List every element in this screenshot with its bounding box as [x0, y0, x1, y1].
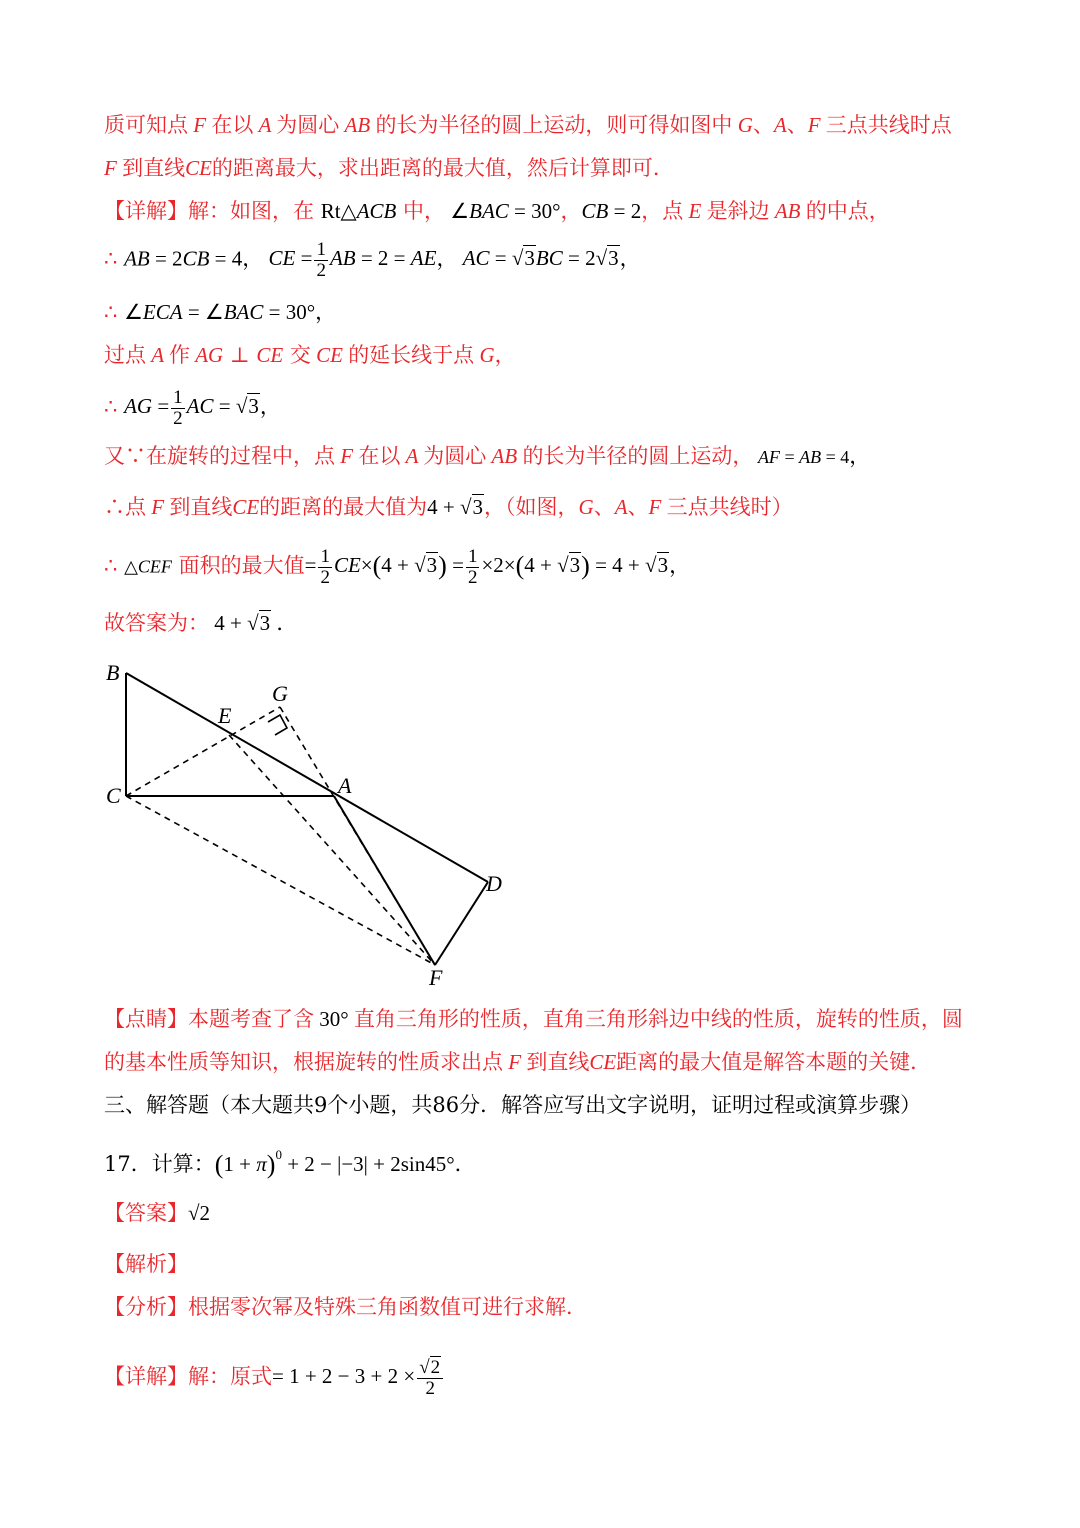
comment-line-1: 【点睛】本题考查了含 30° 直角三角形的性质，直角三角形斜边中线的性质，旋转的性质，圆	[104, 1007, 963, 1031]
label-F: F	[429, 965, 443, 990]
answer-line	[104, 1198, 210, 1228]
analysis-tag: 【解析】	[104, 1252, 188, 1276]
detail-step-5: 又∵在旋转的过程中，点 F 在以 A 为圆心 AB 的长为半径的圆上运动， AF = AB = 4，	[104, 444, 871, 468]
detail-step-7: ∴ △CEF 面积的最大值= $\frac{1}{2}$ CE×(4 + √3) = $\frac{1}{2}$ ×2×(4 + √3) = 4 + √3，	[104, 546, 691, 588]
segment-CG-dashed	[126, 707, 280, 796]
label-A: A	[338, 773, 352, 798]
segment-BD	[126, 673, 488, 882]
q17-detail-tag: 【详解】	[104, 1364, 188, 1389]
comment-tag: 【点睛】	[104, 1007, 188, 1031]
geometry-figure	[104, 655, 524, 995]
detail-step-4: ∴ AG = $\frac{1}{2}$ AC = √3，	[104, 387, 281, 429]
segment-DF	[435, 882, 488, 965]
answer-tag: 【答案】	[104, 1201, 188, 1225]
detail-tag: 【详解】	[104, 199, 188, 223]
fenxi-text: 根据零次幂及特殊三角函数值可进行求解．	[188, 1295, 587, 1319]
segment-EF-dashed	[229, 735, 435, 965]
detail-head-line: 【详解】解：如图，在 Rt△ACB 中， ∠BAC = 30°，CB = 2，点 E 是斜边 AB 的中点，	[104, 199, 890, 223]
detail-step-3: 过点 A 作 AG ⊥ CE 交 CE 的延长线于点 G，	[104, 343, 516, 367]
segment-CF-dashed	[126, 796, 435, 965]
fenxi-line	[104, 1292, 587, 1322]
detail-step-6: ∴点 F 到直线CE的距离的最大值为4 + √3，（如图，G、A、F 三点共线时）	[104, 495, 793, 519]
label-B: B	[106, 660, 120, 685]
intro-line-1: 质可知点 F 在以 A 为圆心 AB 的长为半径的圆上运动，则可得如图中 G、A、F 三点共线时点	[104, 113, 952, 137]
label-G: G	[272, 681, 288, 706]
label-E: E	[218, 703, 232, 728]
comment-line-2: 的基本性质等知识，根据旋转的性质求出点 F 到直线CE距离的最大值是解答本题的关键．	[104, 1050, 932, 1074]
section-3-heading: 三、解答题（本大题共9个小题，共86分．解答应写出文字说明，证明过程或演算步骤）	[104, 1093, 922, 1117]
detail-step-8: 故答案为： 4 + √3 ．	[104, 611, 298, 635]
detail-step-2: ∴ ∠ECA = ∠BAC = 30°，	[104, 300, 337, 324]
answer-value: √2	[188, 1201, 211, 1225]
label-C: C	[106, 783, 121, 808]
intro-line-2: F 到直线CE的距离最大，求出距离的最大值，然后计算即可．	[104, 156, 674, 180]
fenxi-tag: 【分析】	[104, 1295, 188, 1319]
detail-step-1: ∴ AB = 2CB = 4， CE = $\frac{1}{2}$ AB = 2 = AE， AC = √3BC = 2√3，	[104, 239, 641, 281]
question-17: 17．计算：$(1 + \pi)^0 + 2 - |-3| + 2\sin 45^\circ$．	[104, 1147, 476, 1179]
right-angle-mark	[268, 715, 287, 735]
q17-detail-line: 【详解】解：原式= 1 + 2 − 3 + 2 × $\frac{√2}{2}$	[104, 1358, 445, 1399]
label-D: D	[486, 871, 502, 896]
